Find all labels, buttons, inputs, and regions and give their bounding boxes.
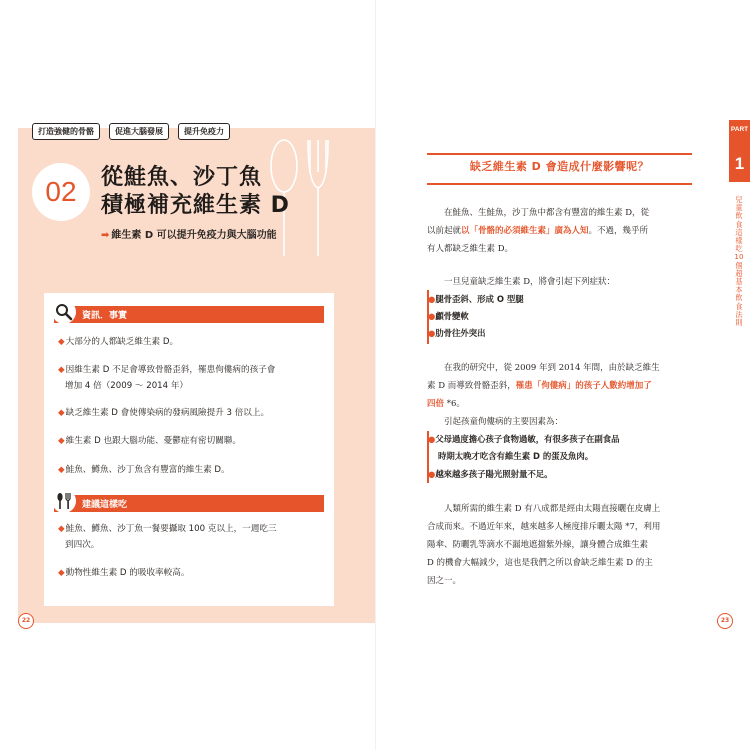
text-run: 素 D 而導致骨骼歪斜， <box>427 381 516 391</box>
dot-bullet-icon: ● <box>428 328 436 338</box>
symptom-text: 肋骨往外突出 <box>435 328 486 338</box>
section-title-text: 缺乏維生素 D 會造成什麼影響呢？ <box>469 160 650 173</box>
cause-text: 父母過度擔心孩子食物過敏，有很多孩子在副食品 <box>435 434 620 444</box>
paragraph-2: 一旦兒童缺乏維生素 D，將會引起下列症狀： <box>444 277 616 287</box>
diamond-bullet-icon: ◆ <box>58 465 65 475</box>
info-section-header <box>54 306 324 323</box>
info-section-heading: 資訊．事實 <box>82 311 128 321</box>
paragraph-4: 引起孩童佝僂病的主要因素為： <box>444 417 564 427</box>
paragraph-1-line-1: 在鮭魚、生鮭魚，沙丁魚中都含有豐富的維生素 D，從 <box>444 208 650 218</box>
diamond-bullet-icon: ◆ <box>58 365 65 375</box>
symptom-item-3 <box>428 325 698 342</box>
info-item-4 <box>58 433 320 449</box>
section-title <box>427 155 692 174</box>
advice-section-heading: 建議這樣吃 <box>82 500 128 510</box>
magnifier-icon <box>52 300 76 324</box>
text-run: 。不過，幾乎所 <box>588 226 649 236</box>
symptom-text: 腿骨歪斜、形成 O 型腿 <box>435 294 524 304</box>
diamond-bullet-icon: ◆ <box>58 436 65 446</box>
info-item-text: 鮭魚、鱒魚、沙丁魚含有豐富的維生素 D。 <box>65 465 230 475</box>
tag-bones: 打造強健的骨骼 <box>32 123 100 140</box>
tag-brain: 促進大腦發展 <box>109 123 169 140</box>
cause-text: 越來越多孩子陽光照射量不足。 <box>435 469 553 479</box>
advice-item-2 <box>58 565 320 581</box>
advice-item-1-cont: 到四次。 <box>65 540 100 550</box>
info-item-text: 因維生素 D 不足會導致骨骼歪斜，罹患佝僂病的孩子會 <box>65 365 276 375</box>
paragraph-1-line-2 <box>427 222 695 240</box>
symptom-item-1 <box>428 291 698 308</box>
page-number-left: 22 <box>18 613 34 629</box>
info-item-text: 缺乏維生素 D 會使傳染病的發病風險提升 3 倍以上。 <box>65 408 270 418</box>
title-rule-bottom <box>427 183 692 185</box>
symptom-item-2 <box>428 308 698 325</box>
chapter-running-head: 兒童飲食這樣吃 10個超基本飲食法則 <box>734 195 744 328</box>
subtitle-text: 維生素 D 可以提升免疫力與大腦功能 <box>111 230 277 241</box>
info-item-1 <box>58 334 320 350</box>
dot-bullet-icon: ● <box>428 311 436 321</box>
highlight-text: 四倍 <box>427 399 445 409</box>
advice-item-text: 鮭魚、鱒魚、沙丁魚一餐要攝取 100 克以上，一週吃三 <box>65 524 277 534</box>
info-item-2-cont: 增加 4 倍（2009 ～ 2014 年） <box>65 381 189 391</box>
page-title-line-1: 從鮭魚、沙丁魚 <box>101 165 263 190</box>
paragraph-5-line-1: 人類所需的維生素 D 有八成都是經由太陽直接曬在皮膚上 <box>444 504 661 514</box>
text-run: 以前起就 <box>427 226 462 236</box>
part-label: PART <box>730 126 749 133</box>
paragraph-5-line-4: D 的機會大幅減少，這也是我們之所以會缺乏維生素 D 的主 <box>427 558 653 568</box>
diamond-bullet-icon: ◆ <box>58 524 65 534</box>
fork-spoon-icon <box>52 489 76 513</box>
paragraph-3-line-2 <box>427 377 695 395</box>
paragraph-5-line-5: 因之一。 <box>427 576 462 586</box>
book-spine <box>375 0 376 750</box>
info-item-text: 維生素 D 也跟大腦功能、憂鬱症有密切關聯。 <box>65 436 241 446</box>
advice-item-text: 動物性維生素 D 的吸收率較高。 <box>65 568 190 578</box>
part-number: 1 <box>734 154 745 173</box>
paragraph-1-line-3: 有人都缺乏維生素 D。 <box>427 244 514 254</box>
symptom-text: 顱骨變軟 <box>435 311 469 321</box>
footnote-ref: *6。 <box>444 399 465 409</box>
chapter-number-badge: 02 <box>32 163 90 221</box>
highlight-text: 以「骨骼的必須維生素」廣為人知 <box>461 226 589 236</box>
info-item-5 <box>58 462 320 478</box>
advice-section-header <box>54 495 324 512</box>
paragraph-3-line-1: 在我的研究中，從 2009 年到 2014 年間，由於缺乏維生 <box>444 363 660 373</box>
highlight-text: 罹患「佝僂病」的孩子人數約增加了 <box>515 381 652 391</box>
dot-bullet-icon: ● <box>428 294 436 304</box>
dot-bullet-icon: ● <box>428 434 436 444</box>
cause-item-1 <box>428 431 698 448</box>
cause-item-2 <box>428 466 698 483</box>
part-tab <box>729 120 750 182</box>
topic-tags <box>32 123 230 140</box>
diamond-bullet-icon: ◆ <box>58 568 65 578</box>
paragraph-5-line-3: 陽傘、防曬乳等滴水不漏地遮擋紫外線，讓身體合成維生素 <box>427 540 649 550</box>
advice-item-1 <box>58 521 320 537</box>
info-item-text: 大部分的人都缺乏維生素 D。 <box>65 337 179 347</box>
paragraph-5-line-2: 合成而來。不過近年來，越來越多人極度排斥曬太陽 *7，利用 <box>427 522 661 532</box>
paragraph-3 <box>427 359 695 413</box>
page-title-line-2: 積極補充維生素 D <box>101 193 290 218</box>
info-item-3 <box>58 405 320 421</box>
subtitle <box>101 226 277 241</box>
diamond-bullet-icon: ◆ <box>58 337 65 347</box>
tag-immunity: 提升免疫力 <box>178 123 230 140</box>
dot-bullet-icon: ● <box>428 469 436 479</box>
paragraph-3-line-3 <box>427 395 695 413</box>
info-item-2 <box>58 362 320 378</box>
diamond-bullet-icon: ◆ <box>58 408 65 418</box>
cause-item-1-cont: 時期太晚才吃含有維生素 D 的蛋及魚肉。 <box>438 451 594 461</box>
arrow-right-icon: ➡ <box>101 230 110 241</box>
page-number-right: 23 <box>717 613 733 629</box>
paragraph-5 <box>427 500 695 590</box>
paragraph-1 <box>427 204 695 258</box>
